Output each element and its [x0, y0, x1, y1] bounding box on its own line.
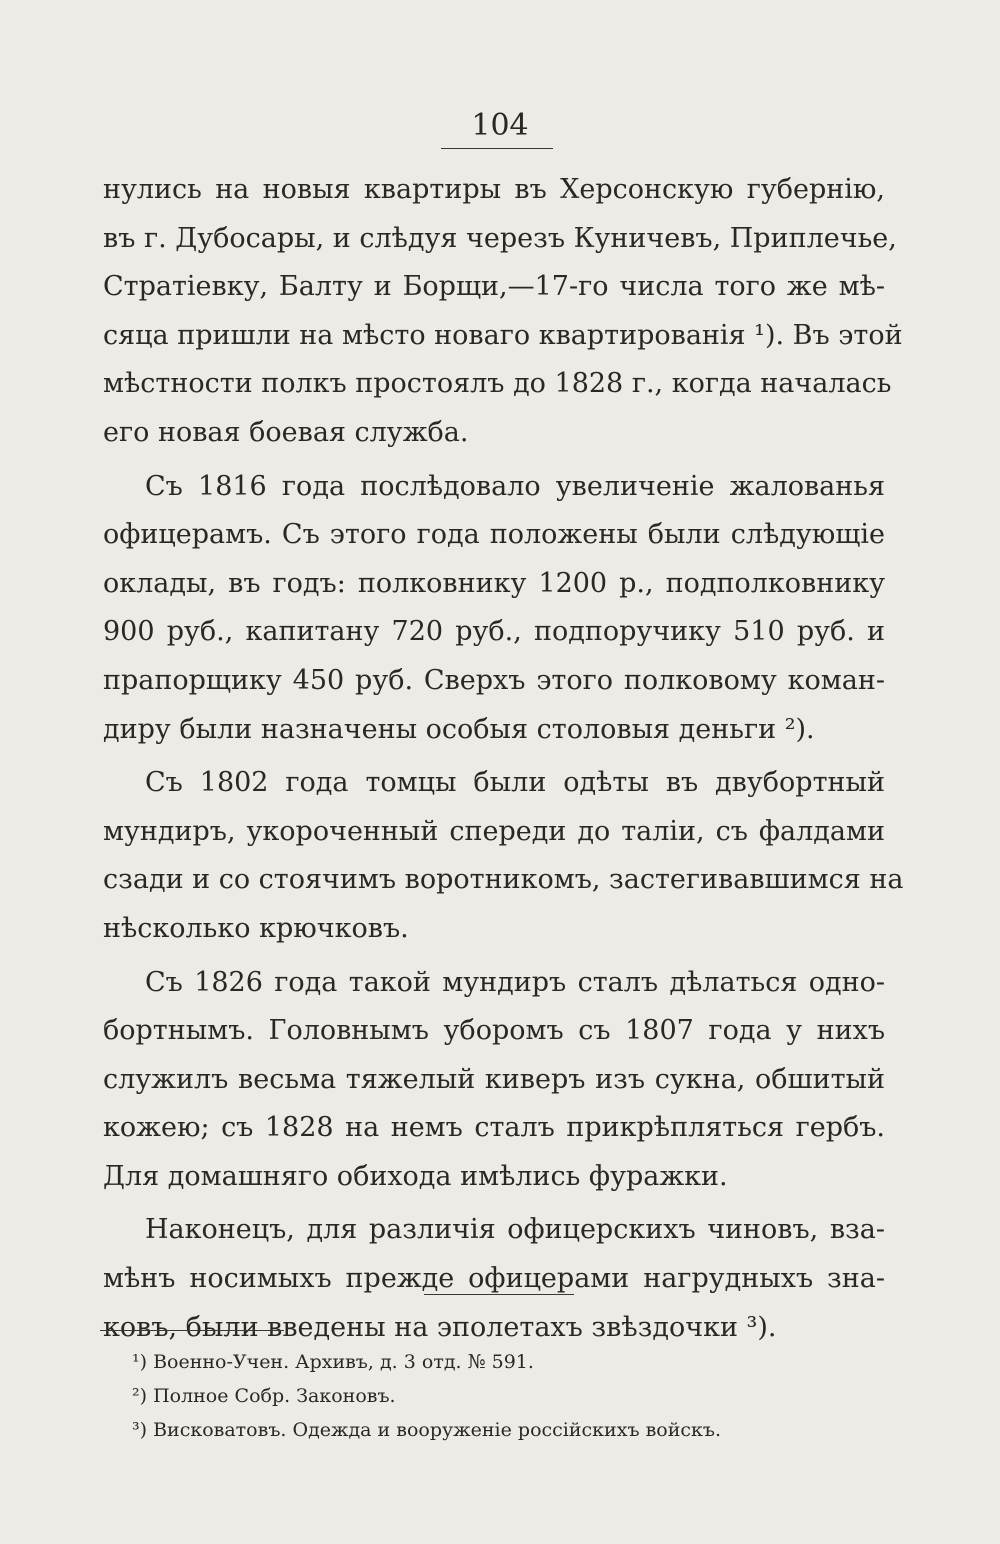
footnote-separator — [424, 1294, 574, 1295]
text-line: прапорщику 450 руб. Сверхъ этого полковому коман- — [103, 664, 885, 696]
text-line: Наконецъ, для различія офицерскихъ чиновъ, вза- — [145, 1214, 885, 1246]
text-line: мѣстности полкъ простоялъ до 1828 г., когда началась — [103, 368, 892, 400]
page-number-rule — [441, 148, 553, 149]
body-text — [103, 166, 904, 1352]
page-number: 104 — [471, 108, 529, 143]
text-line: Съ 1802 года томцы были одѣты въ двубортный — [145, 767, 885, 799]
footnote: ²) Полное Собр. Законовъ. — [132, 1385, 396, 1407]
text-line: служилъ весьма тяжелый киверъ изъ сукна, обшитый — [103, 1063, 885, 1095]
text-line: мундиръ, укороченный спереди до таліи, съ фалдами — [103, 815, 885, 847]
text-line: нѣсколько крючковъ. — [103, 912, 409, 944]
footnote: ¹) Военно-Учен. Архивъ, д. 3 отд. № 591. — [132, 1351, 534, 1373]
text-line: нулись на новыя квартиры въ Херсонскую губернію, — [103, 174, 885, 205]
text-line: Съ 1826 года такой мундиръ сталъ дѣлаться одно- — [145, 966, 885, 998]
footnote: ³) Висковатовъ. Одежда и вооруженіе россійскихъ войскъ. — [132, 1419, 722, 1441]
paragraph — [103, 166, 903, 458]
text-line: мѣнъ носимыхъ прежде офицерами нагрудныхъ зна- — [103, 1263, 885, 1295]
footnote-rule — [100, 1330, 284, 1331]
text-line: 900 руб., капитану 720 руб., подпоручику 510 руб. и — [103, 616, 885, 648]
paragraph — [103, 463, 885, 755]
text-line: бортнымъ. Головнымъ уборомъ съ 1807 года у нихъ — [103, 1015, 885, 1047]
footnotes — [132, 1345, 892, 1447]
text-line: Съ 1816 года послѣдовало увеличеніе жалованья — [145, 470, 885, 502]
paragraph — [103, 959, 885, 1202]
text-line: кожею; съ 1828 на немъ сталъ прикрѣпляться гербъ. — [103, 1112, 885, 1144]
text-line: Стратіевку, Балту и Борщи,—17-го числа того же мѣ- — [103, 271, 885, 303]
text-line: диру были назначены особыя столовыя деньги ²). — [103, 713, 815, 745]
text-line: его новая боевая служба. — [103, 416, 469, 448]
text-line: ковъ, были введены на эполетахъ звѣздочки ³). — [103, 1311, 777, 1343]
text-line: сяца пришли на мѣсто новаго квартированія ¹). Въ этой — [103, 319, 903, 351]
text-line: офицерамъ. Съ этого года положены были слѣдующіе — [103, 519, 885, 551]
text-line: Для домашняго обихода имѣлись фуражки. — [103, 1160, 728, 1192]
text-line: оклады, въ годъ: полковнику 1200 р., подполковнику — [103, 567, 885, 599]
text-line: сзади и со стоячимъ воротникомъ, застегивавшимся на — [103, 864, 904, 896]
text-line: въ г. Дубосары, и слѣдуя черезъ Куничевъ, Приплечье, — [103, 222, 897, 254]
paragraph — [103, 759, 904, 953]
